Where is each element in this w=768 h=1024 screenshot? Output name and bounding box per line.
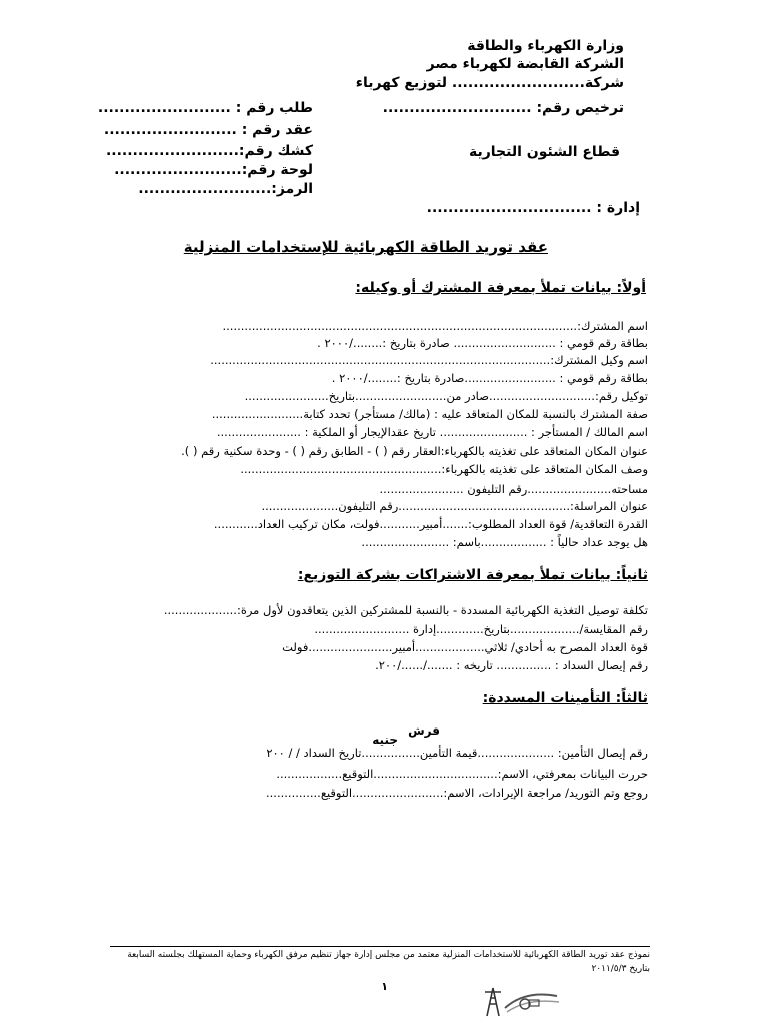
existing-meter-row: هل يوجد عداد حالياً : ..................باسم: ........................ bbox=[361, 535, 648, 549]
currency-pound-label: جنيه bbox=[372, 733, 398, 747]
footer-date: بتاريخ ٢٠١١/٥/٣ bbox=[591, 964, 650, 974]
ministry-name: وزارة الكهرباء والطاقة bbox=[467, 38, 624, 54]
section2-heading: ثانياً: بيانات تملأ بمعرفة الاشتراكات بشركة التوزيع: bbox=[297, 567, 648, 583]
contracted-capacity-row: القدرة التعاقدية/ قوة العداد المطلوب:.......أمبير...........فولت، مكان تركيب العداد............ bbox=[213, 517, 648, 531]
national-id-row: بطاقة رقم قومي : ............................ صادرة بتاريخ :......../٢٠٠٠ . bbox=[317, 336, 648, 350]
connection-cost-row: تكلفة توصيل التغذية الكهربائية المسددة - بالنسبة للمشتركين الذين يتعاقدون لأول مرة:.................... bbox=[163, 603, 648, 617]
agent-national-id-row: بطاقة رقم قومي : .........................صادرة بتاريخ :......../٢٠٠٠ . bbox=[331, 371, 648, 385]
contract-number-field: عقد رقم : ......................... bbox=[103, 122, 313, 138]
area-phone-row: مساحته.......................رقم التليفون ....................... bbox=[379, 482, 648, 496]
holding-company-name: الشركة القابضة لكهرباء مصر bbox=[426, 56, 624, 72]
payment-receipt-row: رقم إيصال السداد : ............... تاريخه : ......./....../٢٠٠. bbox=[375, 658, 648, 672]
code-field: الرمز:......................... bbox=[138, 181, 313, 197]
mailing-address-row: عنوان المراسلة:...............................................رقم التليفون..................... bbox=[261, 499, 648, 513]
footer-note: نموذج عقد توريد الطاقة الكهربائية للاستخدامات المنزلية معتمد من مجلس إدارة جهاز تنظيم مرفق الكهرباء وحماية المستهلك بجلسته السابعة bbox=[127, 950, 650, 960]
subscriber-name-row: اسم المشترك:................................................................................................. bbox=[222, 319, 648, 333]
footer-divider bbox=[110, 946, 650, 947]
contract-title: عقد توريد الطاقة الكهربائية للإستخدامات المنزلية bbox=[183, 238, 548, 256]
premises-description-row: وصف المكان المتعاقد على تغذيته بالكهرباء:....................................................... bbox=[240, 462, 648, 476]
request-number-field: طلب رقم : ......................... bbox=[97, 100, 313, 116]
page-number: ١ bbox=[381, 980, 388, 993]
subscriber-capacity-row: صفة المشترك بالنسبة للمكان المتعاقد عليه : (مالك/ مستأجر) تحدد كتابة......................... bbox=[211, 407, 648, 421]
kiosk-number-field: كشك رقم:......................... bbox=[105, 143, 313, 159]
authorized-meter-row: قوة العداد المصرح به أحادي/ ثلاثي...................أمبير.......................فولت bbox=[282, 640, 648, 654]
distribution-company-name: شركة......................... لتوزيع كهرباء bbox=[355, 75, 624, 91]
license-number: ترخيص رقم: ............................ bbox=[382, 100, 624, 116]
power-of-attorney-row: توكيل رقم:.............................صادر من.........................بتاريخ....................... bbox=[244, 389, 648, 403]
utility-logo-icon bbox=[465, 982, 565, 1018]
reviewed-by-row: روجع وتم التوريد/ مراجعة الإيرادات، الاسم:.........................التوقيع............... bbox=[265, 786, 648, 800]
section1-heading: أولاً: بيانات تملأ بمعرفة المشترك أو وكيله: bbox=[355, 280, 646, 296]
panel-number-field: لوحة رقم:........................ bbox=[114, 162, 313, 178]
currency-piaster-label: قرش bbox=[408, 724, 440, 738]
premises-address-row: عنوان المكان المتعاقد على تغذيته بالكهرباء:العقار رقم ( ) - الطابق رقم ( ) - وحدة سكنية رقم ( ). bbox=[181, 444, 648, 458]
commercial-sector: قطاع الشئون التجارية bbox=[468, 144, 620, 160]
agent-name-row: اسم وكيل المشترك:............................................................................................. bbox=[210, 353, 648, 367]
owner-tenant-row: اسم المالك / المستأجر : ........................ تاريخ عقدالإيجار أو الملكية : ....................... bbox=[216, 425, 648, 439]
section3-heading: ثالثاً: التأمينات المسددة: bbox=[482, 690, 648, 706]
estimate-number-row: رقم المقايسة/...................بتاريخ.............إدارة .......................... bbox=[314, 622, 648, 636]
administration-field: إدارة : ............................... bbox=[426, 200, 640, 216]
prepared-by-row: حررت البيانات بمعرفتي، الاسم:..................................التوقيع.................. bbox=[276, 767, 648, 781]
insurance-receipt-row: رقم إيصال التأمين: .....................قيمة التأمين................تاريخ السداد / / ٢٠٠ bbox=[266, 746, 648, 760]
